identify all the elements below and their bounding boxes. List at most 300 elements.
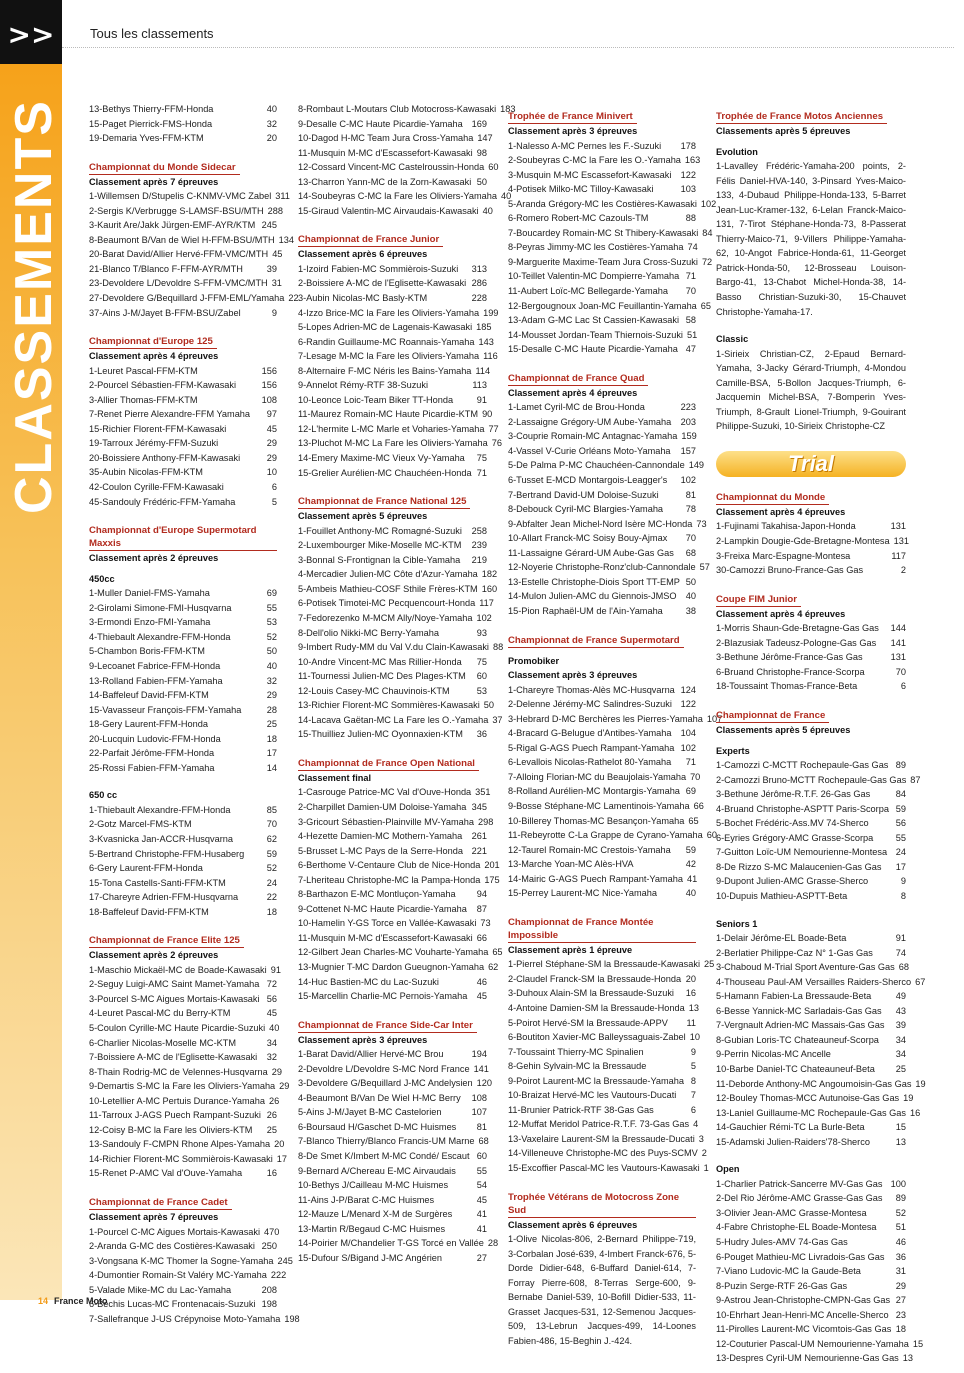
standing-row bbox=[298, 102, 516, 117]
points-value: 141 bbox=[473, 1063, 489, 1074]
rider-name: 15-Paget Pierrick-FMS-Honda bbox=[89, 118, 213, 129]
rider-name: 9-Marguerite Maxime-Team Jura Cross-Suzuki bbox=[508, 256, 698, 267]
points-value: 65 bbox=[492, 947, 503, 958]
trial-banner: Trial bbox=[716, 451, 906, 477]
standings-section bbox=[89, 926, 290, 1181]
rider-name: 5-Bertrand Christophe-FFM-Husaberg bbox=[89, 848, 245, 859]
points-value: 29 bbox=[895, 1280, 906, 1291]
results-paragraph: 1-Sirieix Christian-CZ, 2-Epaud Bernard-Yamaha, 3-Jacky Gérard-Triumph, 4-Mondou Camille-BSA, 5-Bollon Jacques-Triumph, 6-Jacquemin Michel-BSA, 7-Bomperin Yves-Triumph, 8-Grault Lionel-Triumph, 9-Gouirant Philippe-Suzuki, 10-Sirieix Christophe-CZ bbox=[716, 348, 906, 432]
standing-row bbox=[716, 636, 906, 651]
rider-name: 15-Tona Castells-Santi-FFM-KTM bbox=[89, 877, 226, 888]
standing-row bbox=[298, 655, 487, 670]
points-value: 15 bbox=[895, 1122, 906, 1133]
section-gap bbox=[716, 694, 906, 701]
section-gap bbox=[89, 775, 277, 782]
standing-row bbox=[508, 712, 723, 727]
points-value: 49 bbox=[895, 991, 906, 1002]
standing-row bbox=[89, 1006, 277, 1021]
standing-row bbox=[716, 816, 906, 831]
points-value: 59 bbox=[266, 848, 277, 859]
points-value: 131 bbox=[893, 536, 909, 547]
standing-row bbox=[508, 1117, 699, 1132]
section-gap bbox=[298, 480, 487, 487]
rider-name: 13-Rolland Fabien-FFM-Yamaha bbox=[89, 675, 223, 686]
points-value: 32 bbox=[266, 675, 277, 686]
rider-name: 9-Annelot Rémy-RTF 38-Suzuki bbox=[298, 380, 429, 391]
points-value: 29 bbox=[271, 1066, 282, 1077]
rider-name: 12-Taurel Romain-MC Crestois-Yamaha bbox=[508, 844, 671, 855]
rider-name: 3-Vongsana K-MC Thomer la Sogne-Yamaha bbox=[89, 1255, 274, 1266]
rider-name: 6-Randin Guillaume-MC Roannais-Yamaha bbox=[298, 336, 475, 347]
standing-row bbox=[716, 802, 906, 817]
standing-row bbox=[716, 1120, 906, 1135]
rider-name: 7-Blanco Thierry/Blanco Francis-UM Marne bbox=[298, 1136, 475, 1147]
standing-row bbox=[89, 717, 277, 732]
standing-row bbox=[298, 1251, 487, 1266]
points-value: 1 bbox=[703, 1163, 709, 1173]
rider-name: 15-Thuilliez Julien-MC Oyonnaxien-KTM bbox=[298, 729, 463, 740]
points-value: 351 bbox=[475, 787, 491, 798]
standing-row bbox=[89, 480, 277, 495]
arrow-tab bbox=[0, 0, 62, 64]
standing-row bbox=[508, 488, 696, 503]
rider-name: 18-Toussaint Thomas-France-Beta bbox=[716, 681, 858, 692]
standing-row bbox=[298, 945, 503, 960]
standing-row bbox=[508, 683, 696, 698]
standings-section bbox=[508, 908, 715, 1176]
rider-name: 5-Ambeis Mathieu-COSF Sthile Frères-KTM bbox=[298, 583, 478, 594]
points-value: 311 bbox=[275, 191, 290, 202]
standing-row bbox=[508, 770, 701, 785]
standing-row bbox=[89, 291, 299, 306]
standing-row bbox=[298, 1178, 487, 1193]
rider-name: 13-Bethys Thierry-FFM-Honda bbox=[89, 104, 214, 114]
double-arrow-icon: >> bbox=[7, 18, 55, 51]
points-value: 18 bbox=[266, 733, 277, 744]
rider-name: 7-Lesage M-MC la Fare les Oliviers-Yamaha bbox=[298, 351, 480, 362]
rider-name: 37-Ains J-M/Jayet B-FFM-BSU/Zabel bbox=[89, 307, 241, 318]
standing-row bbox=[716, 1264, 906, 1279]
points-value: 178 bbox=[680, 140, 696, 151]
rider-name: 13-Adam G-MC Lac St Cassien-Kawasaki bbox=[508, 315, 680, 326]
standing-row bbox=[89, 189, 290, 204]
points-value: 26 bbox=[269, 1095, 280, 1106]
standing-row bbox=[89, 876, 277, 891]
points-value: 98 bbox=[476, 147, 487, 158]
standing-row bbox=[89, 422, 277, 437]
standing-row bbox=[89, 1036, 277, 1051]
standing-row bbox=[716, 758, 906, 773]
rider-name: 9-Bernard A/Chereau E-MC Airvaudais bbox=[298, 1165, 456, 1176]
points-value: 108 bbox=[261, 394, 277, 405]
points-value: 75 bbox=[476, 453, 487, 464]
standing-row bbox=[508, 255, 713, 270]
rider-name: 6-Bechis Lucas-MC Frontenacais-Suzuki bbox=[89, 1299, 256, 1310]
standing-row bbox=[508, 153, 701, 168]
points-value: 52 bbox=[266, 631, 277, 642]
standing-row bbox=[298, 1134, 487, 1149]
rider-name: 9-Bosse Stéphane-MC Lamentinois-Yamaha bbox=[508, 800, 690, 811]
standings-section bbox=[716, 332, 906, 434]
standing-row bbox=[716, 787, 906, 802]
rider-name: 9-Astrou Jean-Christophe-CMPN-Gas Gas bbox=[716, 1295, 891, 1306]
section-title: Championnat de France Quad bbox=[508, 372, 648, 386]
points-value: 41 bbox=[476, 1223, 487, 1234]
points-value: 45 bbox=[476, 991, 487, 1002]
rider-name: 1-Fujinami Takahisa-Japon-Honda bbox=[716, 521, 856, 532]
standing-row bbox=[716, 1337, 924, 1352]
rider-name: 23-Devoldere L/Devoldre S-FFM-VMC/MTH bbox=[89, 278, 268, 289]
rider-name: 3-Devoldere G/Bequillard J-MC Andelysien bbox=[298, 1078, 473, 1089]
points-value: 288 bbox=[267, 205, 283, 216]
category-label: Promobiker bbox=[508, 655, 560, 666]
standing-row bbox=[89, 1268, 287, 1283]
rider-name: 19-Demaria Yves-FFM-KTM bbox=[89, 133, 204, 144]
rider-name: 14-Mulon Julien-AMC du Giennois-JMSO bbox=[508, 591, 677, 602]
standing-row bbox=[298, 204, 493, 219]
points-value: 67 bbox=[915, 976, 926, 987]
section-gap bbox=[716, 578, 906, 585]
section-gap bbox=[716, 319, 906, 326]
points-value: 40 bbox=[482, 205, 493, 216]
standings-section bbox=[298, 1011, 499, 1266]
points-value: 261 bbox=[471, 831, 487, 842]
standing-row bbox=[298, 1076, 492, 1091]
rider-name: 8-Barthazon E-MC Montluçon-Yamaha bbox=[298, 889, 456, 900]
points-value: 6 bbox=[690, 1104, 696, 1115]
points-value: 45 bbox=[476, 1194, 487, 1205]
points-value: 19 bbox=[915, 1078, 926, 1089]
rider-name: 12-Couturier Pascal-UM Nemourienne-Yamaha bbox=[716, 1338, 909, 1349]
points-value: 72 bbox=[701, 256, 713, 267]
points-value: 46 bbox=[476, 976, 487, 987]
section-subtitle: Classements après 5 épreuves bbox=[716, 126, 851, 136]
rider-name: 2-Lampkin Dougie-Gde-Bretagne-Montesa bbox=[716, 536, 890, 547]
points-value: 85 bbox=[266, 804, 277, 815]
rider-name: 10-Letellier A-MC Pertuis Durance-Yamaha bbox=[89, 1095, 265, 1106]
rider-name: 14-Richier Florent-MC Sommièrois-Kawasaki bbox=[89, 1153, 273, 1164]
rider-name: 20-Barat David/Allier Hervé-FFM-VMC/MTH bbox=[89, 249, 269, 260]
points-value: 66 bbox=[476, 932, 487, 943]
standing-row bbox=[89, 644, 277, 659]
points-value: 104 bbox=[680, 728, 696, 739]
standing-row bbox=[508, 211, 696, 226]
rider-name: 10-Dagod H-MC Team Jura Cross-Yamaha bbox=[298, 133, 474, 144]
standing-row bbox=[508, 1103, 696, 1118]
points-value: 5 bbox=[271, 496, 277, 507]
points-value: 208 bbox=[261, 1284, 277, 1295]
standing-row bbox=[298, 1207, 487, 1222]
points-value: 221 bbox=[471, 845, 487, 856]
standing-row bbox=[298, 1164, 487, 1179]
rider-name: 11-Lassaigne Gérard-UM Aube-Gas Gas bbox=[508, 547, 674, 558]
rider-name: 8-Alternaire F-MC Néris les Bains-Yamaha bbox=[298, 365, 472, 376]
rider-name: 1-Nalesso A-MC Pernes les F.-Suzuki bbox=[508, 140, 662, 151]
points-value: 32 bbox=[266, 1052, 277, 1063]
points-value: 29 bbox=[279, 1081, 290, 1092]
standing-row bbox=[298, 1091, 487, 1106]
rider-name: 13-Laniel Guillaume-MC Rochepaule-Gas Gas bbox=[716, 1107, 906, 1118]
standing-row bbox=[716, 563, 906, 578]
header-divider bbox=[62, 47, 954, 48]
section-gap bbox=[298, 1265, 487, 1272]
rider-name: 13-Sandouly F-CMPN Rhone Alpes-Yamaha bbox=[89, 1139, 271, 1150]
rider-name: 3-Ermondi Enzo-FMI-Yamaha bbox=[89, 617, 211, 628]
points-value: 194 bbox=[471, 1049, 487, 1060]
standing-row bbox=[298, 524, 487, 539]
rider-name: 2-Devoldre L/Devoldre S-MC Nord France bbox=[298, 1063, 470, 1074]
points-value: 28 bbox=[487, 1238, 499, 1249]
rider-name: 10-Andre Vincent-MC Mas Rillier-Honda bbox=[298, 656, 462, 667]
standing-row bbox=[298, 1047, 487, 1062]
points-value: 20 bbox=[685, 973, 696, 984]
standing-row bbox=[716, 1250, 906, 1265]
points-value: 70 bbox=[685, 286, 696, 297]
points-value: 134 bbox=[278, 234, 295, 245]
points-value: 107 bbox=[706, 713, 723, 724]
points-value: 45 bbox=[272, 249, 283, 260]
standing-row bbox=[89, 1254, 293, 1269]
standings-section bbox=[89, 102, 277, 146]
standing-row bbox=[89, 1137, 285, 1152]
rider-name: 11-Musquin M-MC d'Escassefort-Kawasaki bbox=[298, 147, 473, 158]
points-value: 77 bbox=[488, 423, 499, 434]
rider-name: 35-Aubin Nicolas-FFM-KTM bbox=[89, 467, 203, 478]
rider-name: 3-Gricourt Sébastien-Plainville MV-Yamaha bbox=[298, 816, 474, 827]
standing-row bbox=[298, 815, 494, 830]
standings-section bbox=[89, 1188, 300, 1326]
standing-row bbox=[89, 890, 277, 905]
rider-name: 20-Lucquin Ludovic-FFM-Honda bbox=[89, 733, 221, 744]
points-value: 41 bbox=[686, 873, 698, 884]
standings-section bbox=[89, 153, 299, 320]
standing-row bbox=[89, 306, 277, 321]
points-value: 38 bbox=[685, 605, 696, 616]
rider-name: 3-Olivier Jean-AMC Grasse-Montesa bbox=[716, 1207, 867, 1218]
rider-name: 11-Musquin M-MC d'Escassefort-Kawasaki bbox=[298, 932, 473, 943]
rider-name: 2-Boissiere A-MC de l'Eglisette-Kawasaki bbox=[298, 278, 467, 289]
points-value: 54 bbox=[476, 1180, 487, 1191]
section-subtitle: Classement après 6 épreuves bbox=[298, 249, 428, 260]
rider-name: 3-Hebrard D-MC Berchères les Pierres-Yamaha bbox=[508, 713, 703, 724]
section-gap bbox=[298, 1004, 487, 1011]
points-value: 88 bbox=[492, 642, 504, 653]
section-gap bbox=[298, 218, 487, 225]
rider-name: 30-Camozzi Bruno-France-Gas Gas bbox=[716, 565, 864, 576]
points-value: 25 bbox=[266, 1124, 277, 1135]
rider-name: 6-Bruand Christophe-France-Scorpa bbox=[716, 666, 865, 677]
section-gap bbox=[716, 904, 906, 911]
section-subtitle: Classement après 3 épreuves bbox=[508, 670, 638, 681]
points-value: 69 bbox=[266, 588, 277, 599]
rider-name: 12-Bergougnoux Joan-MC Feuillantin-Yamaha bbox=[508, 300, 697, 311]
points-value: 11 bbox=[686, 1017, 696, 1028]
standing-row bbox=[508, 1045, 696, 1060]
points-value: 40 bbox=[685, 888, 696, 899]
standing-row bbox=[508, 400, 696, 415]
standing-row bbox=[298, 626, 487, 641]
points-value: 175 bbox=[484, 874, 500, 885]
standing-row bbox=[716, 1018, 906, 1033]
points-value: 20 bbox=[266, 133, 277, 144]
rider-name: 2-Sergis K/Verbrugge S-LAMSF-BSU/MTH bbox=[89, 205, 264, 216]
rider-name: 7-Renet Pierre Alexandre-FFM Yamaha bbox=[89, 409, 251, 420]
standing-row bbox=[89, 746, 277, 761]
points-value: 4 bbox=[693, 1119, 699, 1130]
standing-row bbox=[298, 1222, 487, 1237]
standing-row bbox=[508, 473, 696, 488]
section-gap bbox=[298, 742, 487, 749]
standings-section bbox=[89, 327, 277, 509]
section-gap bbox=[89, 1326, 277, 1333]
standing-row bbox=[716, 874, 906, 889]
rider-name: 15-Giraud Valentin-MC Airvaudais-Kawasaki bbox=[298, 205, 479, 216]
category-label: Open bbox=[716, 1164, 740, 1175]
rider-name: 1-Morris Shaun-Gde-Bretagne-Gas Gas bbox=[716, 623, 879, 634]
points-value: 60 bbox=[476, 671, 487, 682]
section-title: Championnat de France Cadet bbox=[89, 1196, 232, 1210]
rider-name: 4-Thouseau Paul-AM Versailles Raiders-Sherco bbox=[716, 976, 912, 987]
standing-row bbox=[298, 538, 487, 553]
rider-name: 4-Vassel V-Curie Orléans Moto-Yamaha bbox=[508, 445, 671, 456]
points-value: 88 bbox=[685, 213, 696, 224]
rider-name: 3-Kaurit Are/Jakk Jürgen-EMF-AYR/KTM bbox=[89, 220, 256, 231]
standing-row bbox=[89, 1050, 277, 1065]
rider-name: 12-Cossard Vincent-MC Castelroussin-Honda bbox=[298, 162, 485, 173]
standings-section bbox=[716, 102, 906, 319]
standing-row bbox=[298, 931, 487, 946]
points-value: 81 bbox=[685, 489, 696, 500]
rider-name: 5-Bochet Frédéric-Ass.MV 74-Sherco bbox=[716, 818, 869, 829]
points-value: 70 bbox=[690, 771, 701, 782]
section-gap bbox=[716, 434, 906, 441]
standing-row bbox=[508, 415, 696, 430]
standings-section bbox=[298, 487, 504, 742]
points-value: 68 bbox=[478, 1136, 489, 1147]
rider-name: 14-Huc Bastien-MC du Lac-Suzuki bbox=[298, 976, 439, 987]
rider-name: 14-Soubeyras C-MC la Fare les Oliviers-Yamaha bbox=[298, 191, 497, 202]
points-value: 60 bbox=[706, 830, 717, 841]
standings-section bbox=[716, 483, 909, 578]
rider-name: 10-Allart Franck-MC Soisy Bouy-Ajmax bbox=[508, 533, 668, 544]
rider-name: 2-Claudel Franck-SM la Bressaude-Honda bbox=[508, 973, 682, 984]
points-value: 239 bbox=[471, 540, 487, 551]
standing-row bbox=[508, 284, 696, 299]
rider-name: 9-Perrin Nicolas-MC Ancelle bbox=[716, 1049, 831, 1060]
section-title: Championnat de France bbox=[716, 709, 829, 723]
section-subtitle: Classement après 4 épreuves bbox=[716, 608, 846, 619]
standing-row bbox=[716, 889, 906, 904]
points-value: 8 bbox=[900, 890, 906, 901]
points-value: 114 bbox=[475, 365, 491, 376]
points-value: 169 bbox=[471, 118, 487, 129]
rider-name: 12-L'hermite L-MC Marle et Voharies-Yamaha bbox=[298, 423, 485, 434]
rider-name: 6-Boursaud H/Gaschet D-MC Huismes bbox=[298, 1121, 457, 1132]
standing-row bbox=[508, 957, 715, 972]
standing-row bbox=[298, 407, 493, 422]
standing-row bbox=[298, 175, 487, 190]
points-value: 68 bbox=[898, 962, 909, 973]
rider-name: 19-Tarroux Jérémy-FFM-Suzuki bbox=[89, 438, 219, 449]
points-value: 74 bbox=[687, 242, 698, 253]
standing-row bbox=[89, 451, 277, 466]
rider-name: 4-Hezette Damien-MC Mothern-Yamaha bbox=[298, 831, 463, 842]
rider-name: 11-Deborde Anthony-MC Angoumoisin-Gas Gas bbox=[716, 1078, 912, 1089]
points-value: 27 bbox=[895, 1295, 906, 1306]
section-gap bbox=[89, 146, 277, 153]
rider-name: 14-Mairic G-AGS Puech Rampant-Yamaha bbox=[508, 873, 683, 884]
standing-row bbox=[89, 1166, 277, 1181]
standing-row bbox=[716, 621, 906, 636]
standing-row bbox=[508, 197, 717, 212]
points-value: 76 bbox=[491, 438, 502, 449]
points-value: 28 bbox=[266, 704, 277, 715]
standing-row bbox=[298, 262, 487, 277]
section-title: Championnat d'Europe 125 bbox=[89, 335, 217, 349]
points-value: 122 bbox=[680, 169, 696, 180]
rider-name: 14-Gauchier Rémi-TC La Burle-Beta bbox=[716, 1122, 865, 1133]
points-value: 70 bbox=[895, 666, 906, 677]
rider-name: 3-Bonnal S-Frontignan la Cible-Yamaha bbox=[298, 554, 461, 565]
rider-name: 7-Bertrand David-UM Doloise-Suzuki bbox=[508, 489, 659, 500]
rider-name: 6-Romero Robert-MC Cazouls-TM bbox=[508, 213, 649, 224]
standing-row bbox=[298, 975, 487, 990]
section-subtitle: Classement après 7 épreuves bbox=[89, 176, 219, 187]
standing-row bbox=[716, 1351, 914, 1366]
points-value: 42 bbox=[685, 859, 696, 870]
points-value: 40 bbox=[266, 104, 277, 114]
standing-row bbox=[298, 378, 487, 393]
rider-name: 3-Kvasnicka Jan-ACCR-Husqvarna bbox=[89, 833, 233, 844]
points-value: 5 bbox=[690, 1061, 696, 1072]
rider-name: 7-Sallefranque J-US Crépynoise Moto-Yamaha bbox=[89, 1313, 281, 1324]
results-paragraph: 1-Lavalley Frédéric-Yamaha-200 points, 2-Félis Daniel-HVA-140, 3-Pinsard Yves-Maico-133, 4-Dubaud Philippe-Honda-133, 5-Barret Jean-Luc-Kramer-132, 6-Lelan Franck-Maico-131, 7-Tirot Stéphane-Honda-73, 8-Passerat Thierry-Maico-71, 9-Villers Philippe-Yamaha-62, 10-Angot Fabrice-Honda-61, 11-Georget Patrick-Honda-50, 12-Brosseau Louison-Bargo-41, 13-Chabot Michel-Honda-38, 14-Basso Christian-Suzuki-30, 15-Chauvet Christophe-Yamaha-17. bbox=[716, 161, 906, 317]
points-value: 73 bbox=[480, 918, 491, 929]
rider-name: 7-Toussaint Thierry-MC Spinalien bbox=[508, 1046, 644, 1057]
points-value: 100 bbox=[890, 1178, 906, 1189]
rider-name: 1-Camozzi C-MCTT Rochepaule-Gas Gas bbox=[716, 760, 889, 771]
rider-name: 13-Estelle Christophe-Diois Sport TT-EMP bbox=[508, 576, 680, 587]
points-value: 34 bbox=[895, 1049, 906, 1060]
standing-row bbox=[716, 1047, 906, 1062]
points-value: 71 bbox=[476, 467, 487, 478]
section-subtitle: Classement après 3 épreuves bbox=[298, 1034, 428, 1045]
points-value: 124 bbox=[680, 684, 696, 695]
standing-row bbox=[508, 517, 707, 532]
section-gap bbox=[89, 1181, 277, 1188]
points-value: 31 bbox=[271, 278, 282, 289]
section-title: Championnat de France Elite 125 bbox=[89, 934, 244, 948]
points-value: 131 bbox=[890, 521, 906, 532]
rider-name: 6-Eyries Grégory-AMC Grasse-Scorpa bbox=[716, 832, 874, 843]
rider-name: 8-Rolland Aurélien-MC Montargis-Yamaha bbox=[508, 786, 680, 797]
rider-name: 1-Delair Jérôme-EL Boade-Beta bbox=[716, 933, 847, 944]
rider-name: 13-Mugnier T-MC Dardon Gueugnon-Yamaha bbox=[298, 961, 485, 972]
rider-name: 12-Louis Casey-MC Chauvinois-KTM bbox=[298, 685, 450, 696]
points-value: 70 bbox=[685, 533, 696, 544]
rider-name: 10-Billerey Thomas-MC Besançon-Yamaha bbox=[508, 815, 685, 826]
points-value: 93 bbox=[476, 627, 487, 638]
rider-name: 1-Muller Daniel-FMS-Yamaha bbox=[89, 588, 210, 599]
rider-name: 7-Lheriteau Christophe-MC la Pampa-Honda bbox=[298, 874, 481, 885]
rider-name: 14-Baffeleuf David-FFM-KTM bbox=[89, 690, 209, 701]
standing-row bbox=[716, 1322, 906, 1337]
points-value: 50 bbox=[476, 176, 487, 187]
rider-name: 13-Despres Cyril-UM Nemourienne-Gas Gas bbox=[716, 1353, 899, 1364]
points-value: 52 bbox=[895, 1207, 906, 1218]
standing-row bbox=[89, 378, 277, 393]
points-value: 29 bbox=[266, 438, 277, 449]
